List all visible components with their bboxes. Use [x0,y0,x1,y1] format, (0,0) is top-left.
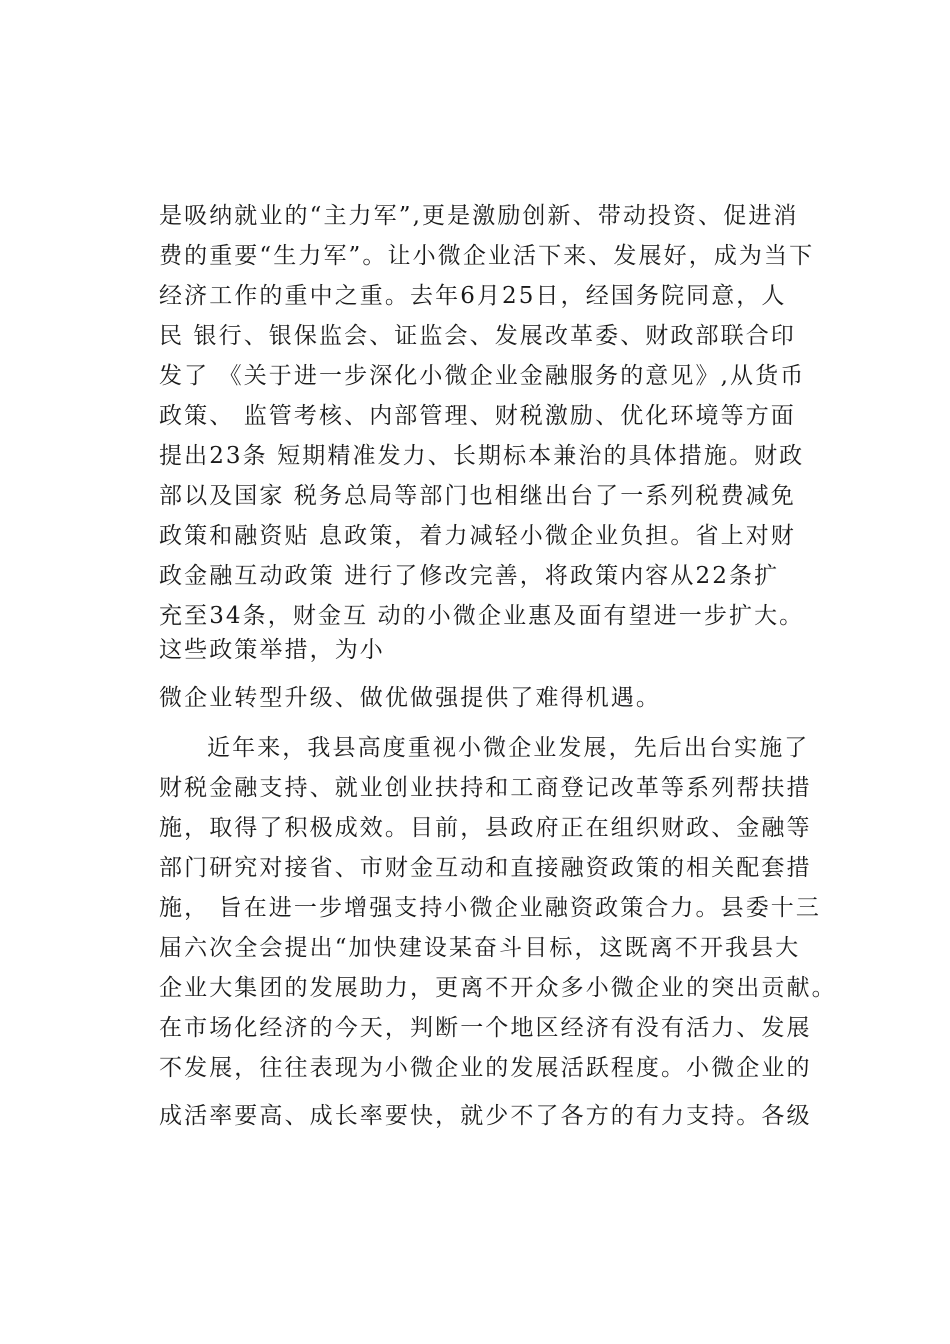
paragraph-line: 届六次全会提出“加快建设某奋斗目标，这既离不开我县大 [159,935,801,961]
paragraph-line: 财税金融支持、就业创业扶持和工商登记改革等系列帮扶措 [159,775,812,801]
paragraph-line: 部以及国家 税务总局等部门也相继出台了一系列税费减免 [159,483,796,509]
paragraph-first-line: 近年来，我县高度重视小微企业发展，先后出台实施了 [207,735,810,761]
paragraph-line: 经济工作的重中之重。去年6月25日，经国务院同意，人 [159,283,787,309]
paragraph-line: 在市场化经济的今天，判断一个地区经济有没有活力、发展 [159,1015,812,1041]
paragraph-line: 民 银行、银保监会、证监会、发展改革委、财政部联合印 [159,323,796,349]
paragraph-line: 政金融互动政策 进行了修改完善，将政策内容从22条扩 [159,563,780,589]
paragraph-line: 成活率要高、成长率要快，就少不了各方的有力支持。各级 [159,1103,812,1129]
paragraph-line: 部门研究对接省、市财金互动和直接融资政策的相关配套措 [159,855,812,881]
paragraph-line: 不发展，往往表现为小微企业的发展活跃程度。小微企业的 [159,1055,812,1081]
paragraph-line: 政策和融资贴 息政策，着力减轻小微企业负担。省上对财 [159,523,796,549]
paragraph-line: 施， 旨在进一步增强支持小微企业融资政策合力。县委十三 [159,895,822,921]
paragraph-line: 这些政策举措，为小 [159,637,385,663]
paragraph-line: 施，取得了积极成效。目前，县政府正在组织财政、金融等 [159,815,812,841]
paragraph-line: 提出23条 短期精准发力、长期标本兼治的具体措施。财政 [159,443,805,469]
paragraph-line: 发了 《关于进一步深化小微企业金融服务的意见》,从货币 [159,363,806,389]
paragraph-line: 充至34条，财金互 动的小微企业惠及面有望进一步扩大。 [159,603,805,629]
paragraph-line: 企业大集团的发展助力，更离不开众多小微企业的突出贡献。 [159,975,837,1001]
paragraph-line: 是吸纳就业的“主力军”,更是激励创新、带动投资、促进消 [159,203,799,229]
paragraph-line: 政策、 监管考核、内部管理、财税激励、优化环境等方面 [159,403,796,429]
paragraph-line: 费的重要“生力军”。让小微企业活下来、发展好，成为当下 [159,243,815,269]
paragraph-line: 微企业转型升级、做优做强提供了难得机遇。 [159,685,661,711]
